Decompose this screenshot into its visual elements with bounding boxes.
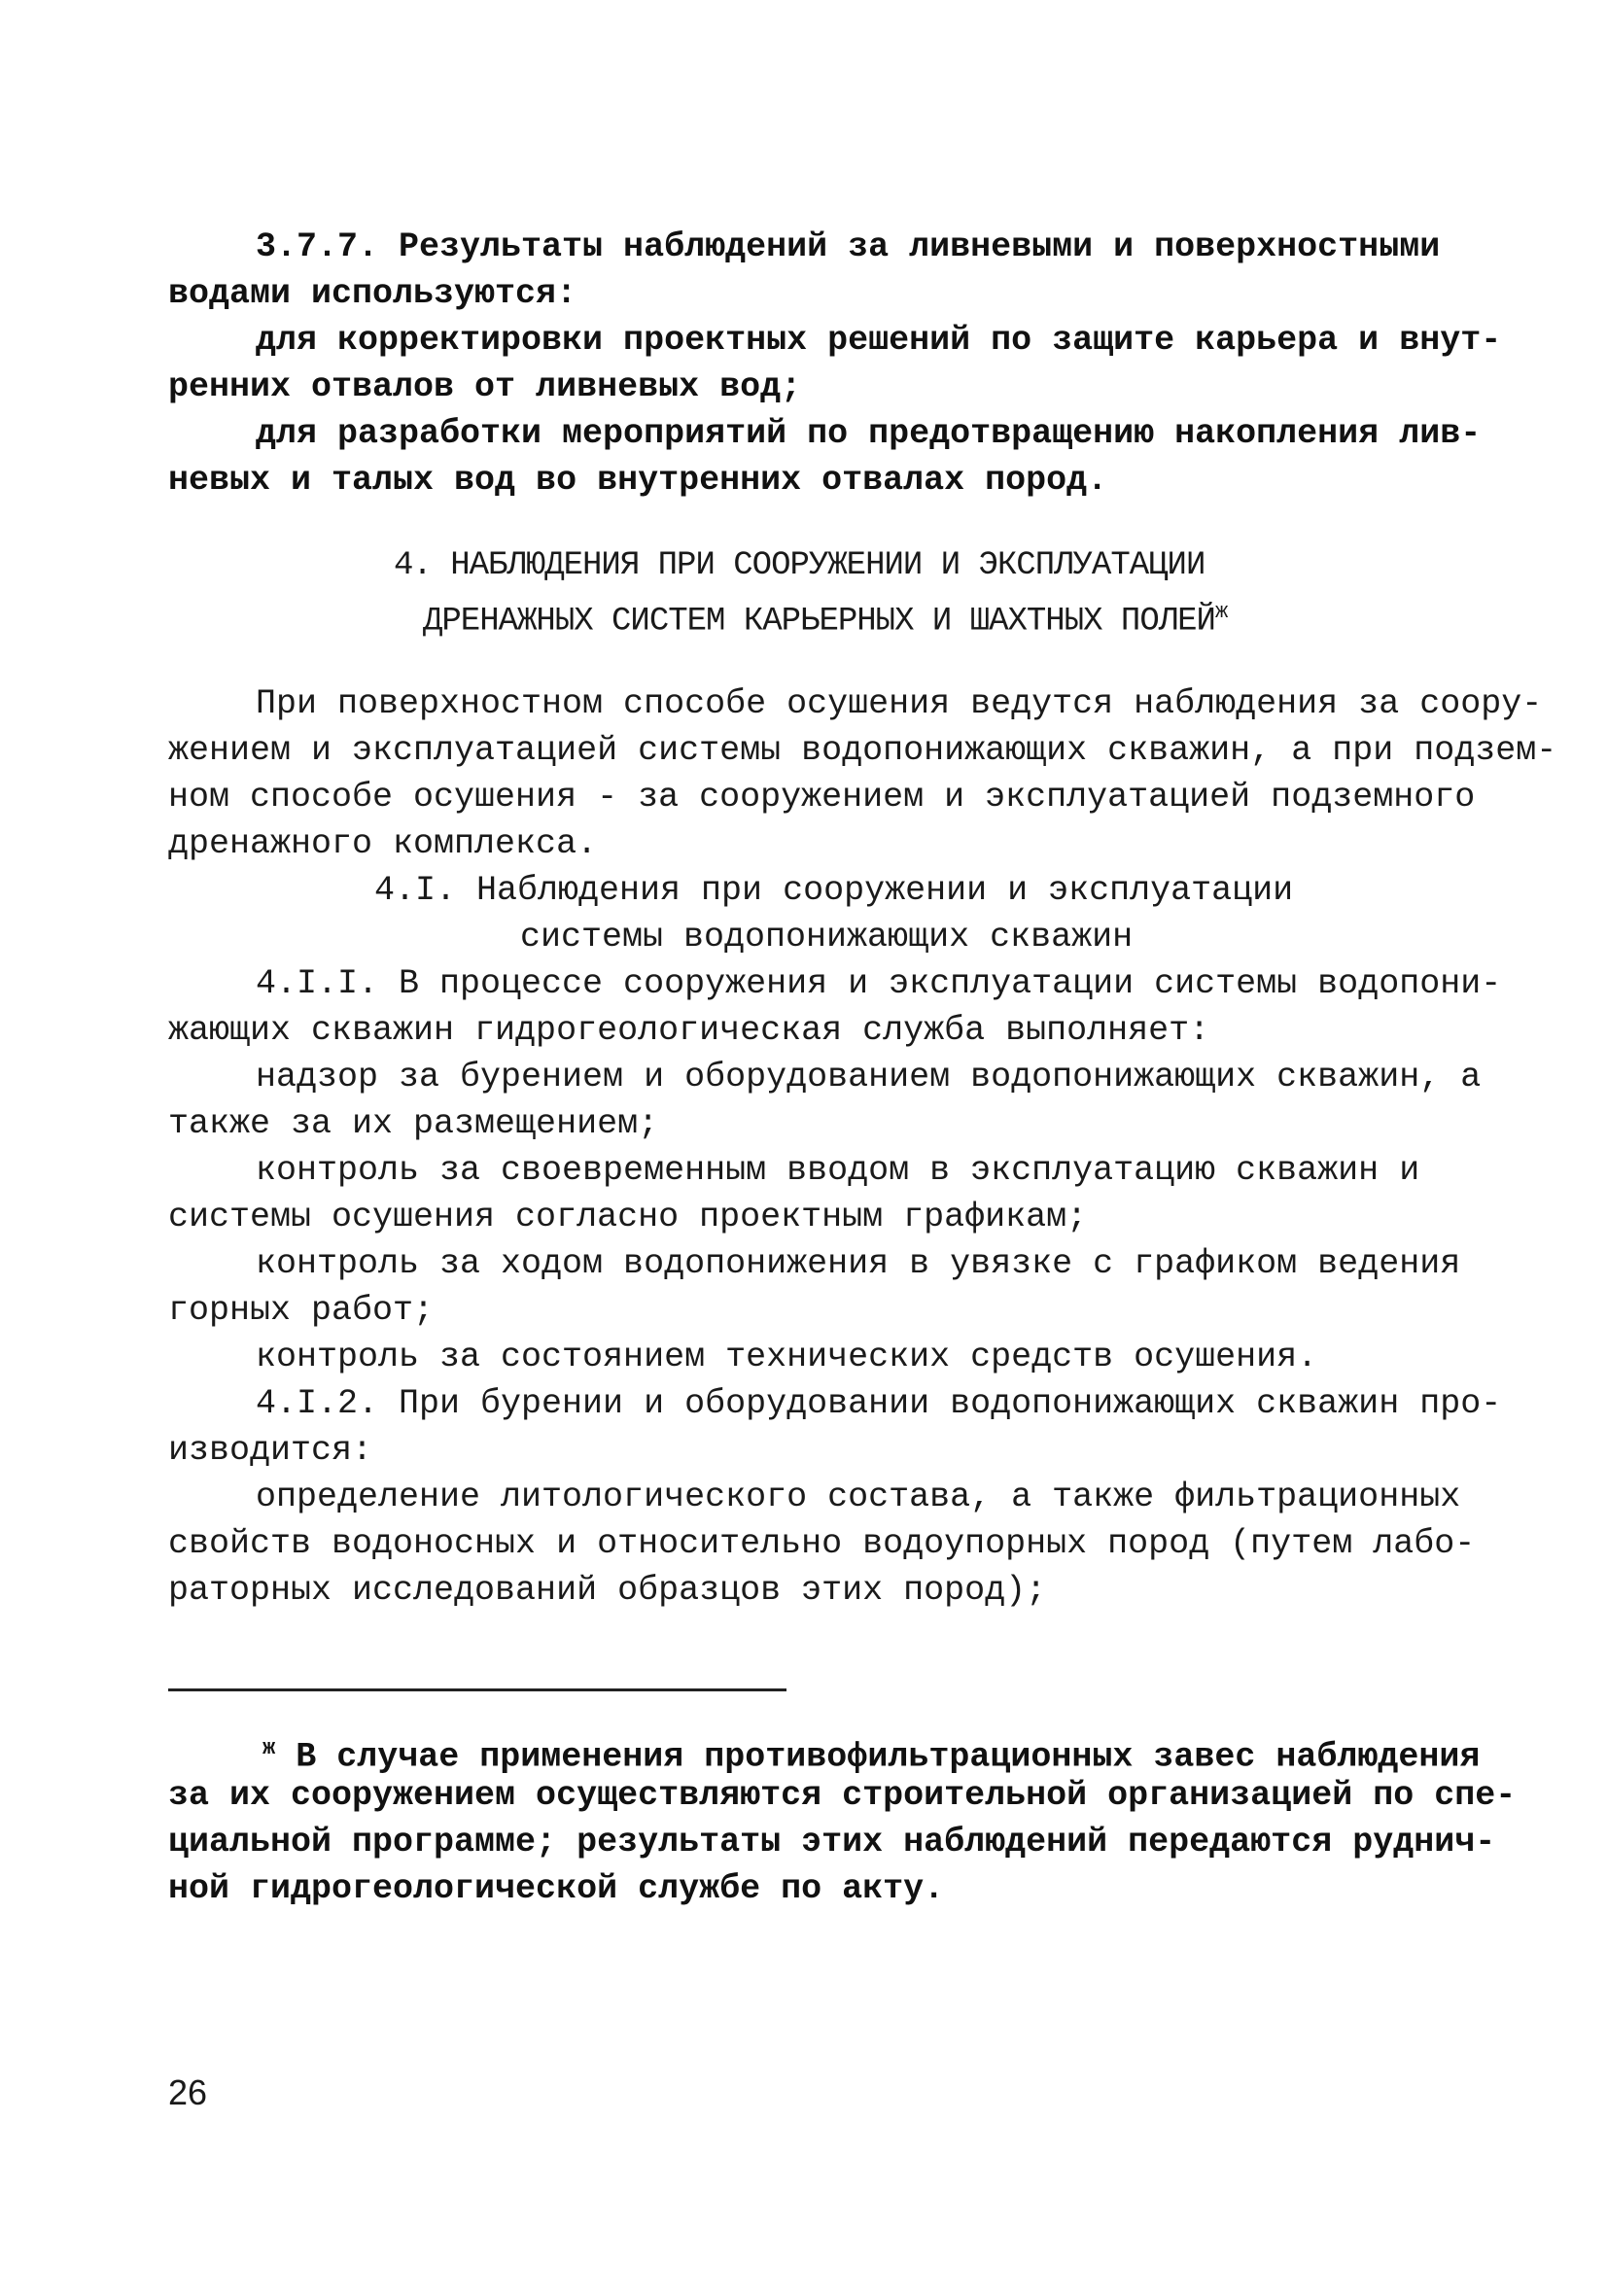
item-411-d-line1: контроль за состоянием технических средств осушения. <box>256 1338 1318 1376</box>
item-411-c-line1: контроль за ходом водопонижения в увязке с графиком ведения <box>256 1244 1461 1283</box>
heading-41-line1: 4.I. Наблюдения при сооружении и эксплуатации <box>374 871 1294 910</box>
footnote-line4: ной гидрогеологической службе по акту. <box>168 1869 945 1908</box>
heading-4-line2-text: ДРЕНАЖНЫХ СИСТЕМ КАРЬЕРНЫХ И ШАХТНЫХ ПОЛЕЙ <box>423 603 1215 641</box>
footnote-divider <box>168 1688 786 1691</box>
para-377-line2: водами используются: <box>168 274 577 313</box>
footnote-mark: ж <box>262 1736 276 1760</box>
intro-line4: дренажного комплекса. <box>168 824 598 863</box>
item-412-line1: 4.I.2. При бурении и оборудовании водопонижающих скважин про- <box>256 1384 1502 1423</box>
heading-4-line2 <box>423 589 1227 644</box>
para-377-item1-line1: для корректировки проектных решений по защите карьера и внут- <box>256 321 1502 360</box>
item-411-b-line2: системы осушения согласно проектным графикам; <box>168 1198 1088 1236</box>
heading-41-line2: системы водопонижающих скважин <box>520 918 1134 957</box>
footnote-line1-text: В случае применения противофильтрационных завес наблюдения <box>296 1737 1481 1777</box>
footnote-line2: за их сооружением осуществляются строительной организацией по спе- <box>168 1776 1517 1815</box>
para-377-item2-line1: для разработки мероприятий по предотвращению накопления лив- <box>256 414 1482 453</box>
item-411-c-line2: горных работ; <box>168 1291 435 1330</box>
item-412-a-line3: раторных исследований образцов этих пород); <box>168 1571 1047 1610</box>
footnote-line3: циальной программе; результаты этих наблюдений передаются руднич- <box>168 1823 1496 1861</box>
item-412-line2: изводится: <box>168 1431 373 1470</box>
para-377-item1-line2: ренних отвалов от ливневых вод; <box>168 367 802 406</box>
page-number: 26 <box>168 2072 208 2112</box>
item-411-a-line2: также за их размещением; <box>168 1104 659 1143</box>
item-411-b-line1: контроль за своевременным вводом в эксплуатацию скважин и <box>256 1151 1420 1190</box>
intro-line3: ном способе осушения - за сооружением и эксплуатацией подземного <box>168 778 1476 817</box>
intro-line2: жением и эксплуатацией системы водопонижающих скважин, а при подзем- <box>168 731 1557 770</box>
para-377-line1: 3.7.7. Результаты наблюдений за ливневыми и поверхностными <box>256 227 1441 266</box>
heading-4-line1: 4. НАБЛЮДЕНИЯ ПРИ СООРУЖЕНИИ И ЭКСПЛУАТАЦИИ <box>394 547 1205 584</box>
item-411-line2: жающих скважин гидрогеологическая служба выполняет: <box>168 1011 1210 1050</box>
para-377-item2-line2: невых и талых вод во внутренних отвалах пород. <box>168 461 1108 500</box>
intro-line1: При поверхностном способе осушения ведутся наблюдения за соору- <box>256 684 1543 723</box>
item-411-line1: 4.I.I. В процессе сооружения и эксплуатации системы водопони- <box>256 964 1502 1003</box>
item-412-a-line1: определение литологического состава, а также фильтрационных <box>256 1478 1461 1516</box>
item-411-a-line1: надзор за бурением и оборудованием водопонижающих скважин, а <box>256 1058 1482 1096</box>
heading-footnote-mark: ж <box>1214 600 1228 624</box>
item-412-a-line2: свойств водоносных и относительно водоупорных пород (путем лабо- <box>168 1524 1476 1563</box>
